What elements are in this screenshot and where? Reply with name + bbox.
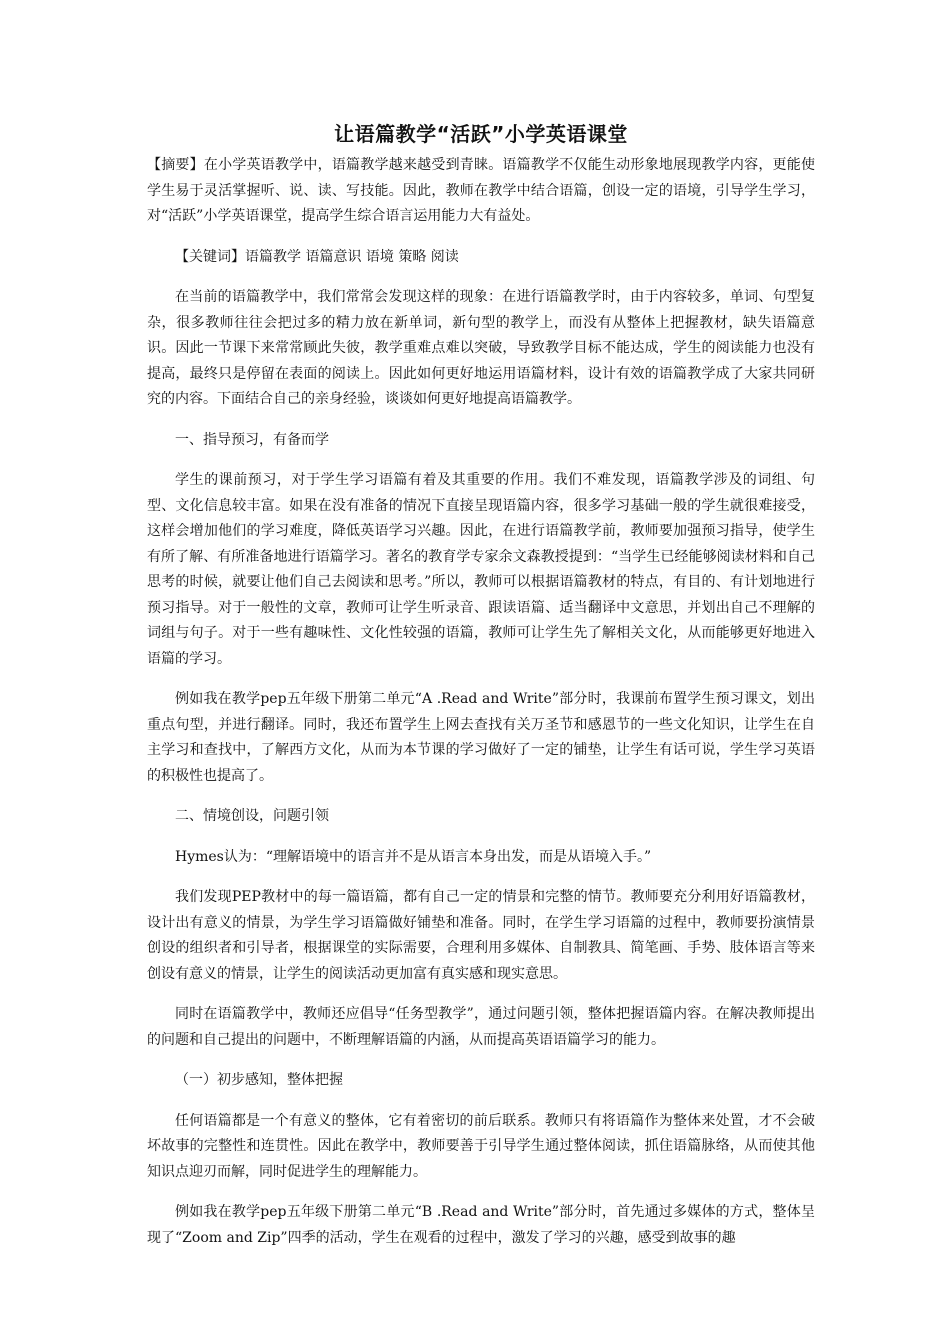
body-paragraph: 例如我在教学pep五年级下册第二单元“A .Read and Write”部分时，我课前布置学生预习课文，划出重点句型，并进行翻译。同时，我还布置学生上网去查找有关万圣节和感恩节的一些文化知识，让学生在自主学习和查找中，了解西方文化，从而为本节课的学习做好了一定的铺垫，让学生有话可说，学生学习英语的积极性也提高了。	[147, 691, 815, 784]
body-paragraph: 在当前的语篇教学中，我们常常会发现这样的现象：在进行语篇教学时，由于内容较多，单词、句型复杂，很多教师往往会把过多的精力放在新单词，新句型的教学上，而没有从整体上把握教材，缺失语篇意识。因此一节课下来常常顾此失彼，教学重难点难以突破，导致教学目标不能达成，学生的阅读能力也没有提高，最终只是停留在表面的阅读上。因此如何更好地运用语篇材料，设计有效的语篇教学成了大家共同研究的内容。下面结合自己的亲身经验，谈谈如何更好地提高语篇教学。	[147, 289, 815, 407]
body-paragraph: 任何语篇都是一个有意义的整体，它有着密切的前后联系。教师只有将语篇作为整体来处置，才不会破坏故事的完整性和连贯性。因此在教学中，教师要善于引导学生通过整体阅读，抓住语篇脉络，从而使其他知识点迎刃而解，同时促进学生的理解能力。	[147, 1112, 815, 1180]
keywords-paragraph: 【关键词】语篇教学 语篇意识 语境 策略 阅读	[175, 248, 459, 265]
subsection-heading: （一）初步感知，整体把握	[175, 1072, 343, 1088]
body-paragraph: 同时在语篇教学中，教师还应倡导“任务型教学”，通过问题引领，整体把握语篇内容。在解决教师提出的问题和自己提出的问题中，不断理解语篇的内涵，从而提高英语语篇学习的能力。	[147, 1006, 815, 1048]
body-paragraph: 例如我在教学pep五年级下册第二单元“B .Read and Write”部分时，首先通过多媒体的方式，整体呈现了“Zoom and Zip”四季的活动，学生在观看的过程中，激发了学习的兴趣，感受到故事的趣	[147, 1204, 815, 1246]
section-heading: 一、指导预习，有备而学	[175, 431, 329, 448]
quote-paragraph: Hymes认为：“理解语境中的语言并不是从语言本身出发，而是从语境入手。”	[175, 848, 652, 865]
document-page	[147, 118, 815, 1251]
abstract-paragraph: 【摘要】在小学英语教学中，语篇教学越来越受到青睐。语篇教学不仅能生动形象地展现教学内容，更能使学生易于灵活掌握听、说、读、写技能。因此，教师在教学中结合语篇，创设一定的语境，引导学生学习，对“活跃”小学英语课堂，提高学生综合语言运用能力大有益处。	[147, 157, 815, 224]
body-paragraph: 我们发现PEP教材中的每一篇语篇，都有自己一定的情景和完整的情节。教师要充分利用好语篇教材，设计出有意义的情景，为学生学习语篇做好铺垫和准备。同时，在学生学习语篇的过程中，教师要扮演情景创设的组织者和引导者，根据课堂的实际需要，合理利用多媒体、自制教具、简笔画、手势、肢体语言等来创设有意义的情景，让学生的阅读活动更加富有真实感和现实意思。	[147, 889, 815, 982]
section-heading: 二、情境创设，问题引领	[175, 808, 329, 824]
document-title: 让语篇教学“活跃”小学英语课堂	[334, 122, 628, 146]
body-paragraph: 学生的课前预习，对于学生学习语篇有着及其重要的作用。我们不难发现，语篇教学涉及的词组、句型、文化信息较丰富。如果在没有准备的情况下直接呈现语篇内容，很多学习基础一般的学生就很难接受，这样会增加他们的学习难度，降低英语学习兴趣。因此，在进行语篇教学前，教师要加强预习指导，使学生有所了解、有所准备地进行语篇学习。著名的教育学专家余文森教授提到：“当学生已经能够阅读材料和自己思考的时候，就要让他们自己去阅读和思考。”所以，教师可以根据语篇教材的特点，有目的、有计划地进行预习指导。对于一般性的文章，教师可让学生听录音、跟读语篇、适当翻译中文意思，并划出自己不理解的词组与句子。对于一些有趣味性、文化性较强的语篇，教师可让学生先了解相关文化，从而能够更好地进入语篇的学习。	[147, 472, 815, 667]
